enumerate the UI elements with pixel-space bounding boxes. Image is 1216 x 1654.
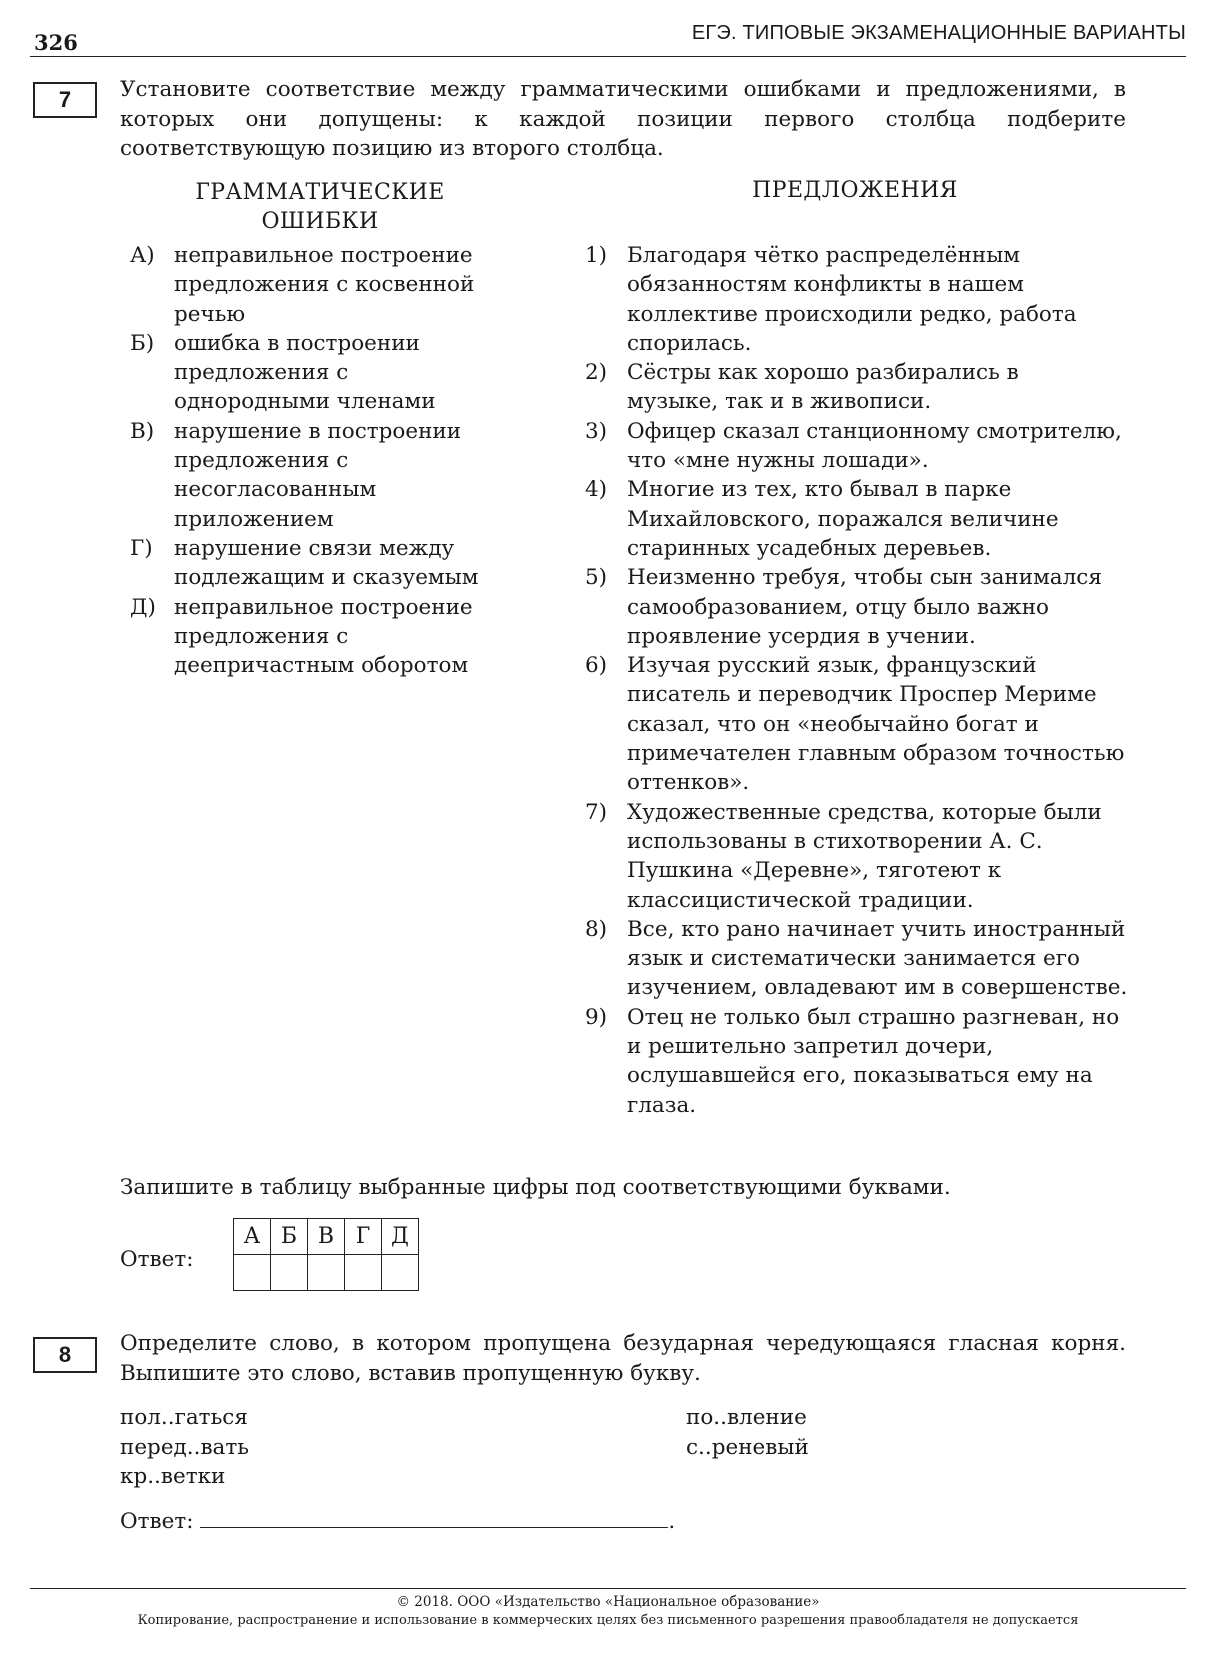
word-options-left xyxy=(120,1403,249,1492)
page-number: 326 xyxy=(34,30,78,55)
table-header-cell: В xyxy=(308,1219,345,1255)
word-option: перед..вать xyxy=(120,1434,249,1460)
sentence-item: 9) Отец не только был страшно разгневан, но и решительно запретил дочери, ослушавшейся его, показываться ему на глаза. xyxy=(585,1004,1120,1118)
answer-end-dot: . xyxy=(668,1509,676,1534)
error-item: Д) неправильное построение предложения с деепричастным оборотом xyxy=(130,594,473,679)
sentences-list xyxy=(585,241,1130,1120)
copyright-notice: Копирование, распространение и использование в коммерческих целях без письменного разрешения правообладателя не допускается xyxy=(137,1613,1079,1628)
error-item: Б) ошибка в построении предложения с однородными членами xyxy=(130,330,436,415)
task-8-number: 8 xyxy=(33,1337,97,1373)
table-header-cell: А xyxy=(234,1219,271,1255)
sentence-item: 6) Изучая русский язык, французский писатель и переводчик Проспер Мериме сказал, что он «необычайно богат и примечателен главным образом точностью оттенков». xyxy=(585,653,1125,796)
answer-table xyxy=(233,1218,419,1291)
sentence-item: 8) Все, кто рано начинает учить иностранный язык и систематически занимается его изучением, овладевают им в совершенстве. xyxy=(585,916,1128,1001)
sentence-item: 5) Неизменно требуя, чтобы сын занимался самообразованием, отцу было важно проявление усердия в учении. xyxy=(585,565,1102,649)
error-item: А) неправильное построение предложения с косвенной речью xyxy=(130,243,475,327)
answer-cell[interactable] xyxy=(308,1255,345,1291)
table-header-cell: Г xyxy=(345,1219,382,1255)
table-header-cell: Д xyxy=(382,1219,419,1255)
error-item: В) нарушение в построении предложения с несогласованным приложением xyxy=(130,418,462,532)
task-8-instruction: Определите слово, в котором пропущена безударная чередующаяся гласная корня. Выпишите это слово, вставив пропущенную букву. xyxy=(120,1331,1126,1386)
task-7-answer-label: Ответ: xyxy=(120,1247,194,1272)
answer-cell[interactable] xyxy=(234,1255,271,1291)
answer-cell[interactable] xyxy=(345,1255,382,1291)
table-header-cell: Б xyxy=(271,1219,308,1255)
errors-list xyxy=(130,241,500,680)
running-title: ЕГЭ. ТИПОВЫЕ ЭКЗАМЕНАЦИОННЫЕ ВАРИАНТЫ xyxy=(691,22,1186,44)
task-7-instruction: Установите соответствие между грамматическими ошибками и предложениями, в которых они допущены: к каждой позиции первого столбца подберите соответствующую позицию из второго столбца. xyxy=(120,77,1126,161)
word-option: с..реневый xyxy=(686,1434,809,1460)
answer-cell[interactable] xyxy=(271,1255,308,1291)
table-instruction: Запишите в таблицу выбранные цифры под соответствующими буквами. xyxy=(120,1175,951,1200)
errors-heading-line1: ГРАММАТИЧЕСКИЕ xyxy=(195,180,445,205)
answer-cell[interactable] xyxy=(382,1255,419,1291)
copyright: © 2018. ООО «Издательство «Национальное образование» xyxy=(396,1594,820,1610)
task-8-answer-row xyxy=(120,1505,675,1537)
footer-rule xyxy=(30,1588,1186,1589)
word-option: кр..ветки xyxy=(120,1464,226,1489)
header-rule xyxy=(30,56,1186,57)
sentence-item: 1) Благодаря чётко распределённым обязанностям конфликты в нашем коллективе происходили редко, работа спорилась. xyxy=(585,243,1077,356)
error-item: Г) нарушение связи между подлежащим и сказуемым xyxy=(130,535,479,591)
word-option: по..вление xyxy=(686,1405,807,1430)
task-8-answer-label: Ответ: xyxy=(120,1509,194,1534)
errors-heading xyxy=(150,178,490,236)
sentence-item: 3) Офицер сказал станционному смотрителю, что «мне нужны лошади». xyxy=(585,418,1122,474)
sentence-item: 2) Сёстры как хорошо разбирались в музыке, так и в живописи. xyxy=(585,360,1019,415)
answer-line[interactable] xyxy=(200,1505,668,1528)
sentence-item: 4) Многие из тех, кто бывал в парке Михайловского, поражался величине старинных усадебных деревьев. xyxy=(585,477,1059,561)
word-options-right xyxy=(686,1403,809,1462)
task-7-number: 7 xyxy=(33,82,97,118)
sentence-item: 7) Художественные средства, которые были использованы в стихотворении А. С. Пушкина «Деревне», тяготеют к классицистической традиции. xyxy=(585,799,1102,913)
sentences-heading: ПРЕДЛОЖЕНИЯ xyxy=(752,178,958,203)
word-option: пол..гаться xyxy=(120,1405,248,1430)
errors-heading-line2: ОШИБКИ xyxy=(261,209,379,234)
